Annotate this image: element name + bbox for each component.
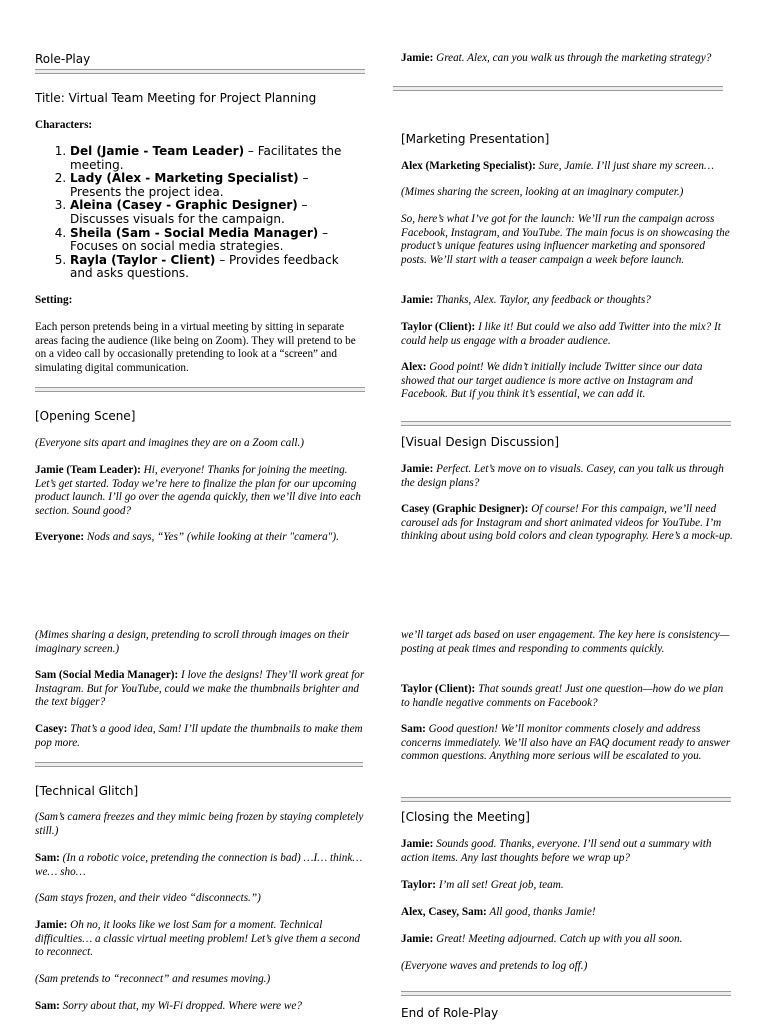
- characters-heading: Characters:: [35, 119, 93, 131]
- divider: [393, 86, 723, 91]
- dialogue-line: Jamie: Great. Alex, can you walk us through the marketing strategy?: [401, 52, 712, 64]
- stage-direction: (Sam stays frozen, and their video “disconnects.”): [35, 892, 261, 904]
- section-heading-visual: [Visual Design Discussion]: [401, 435, 560, 449]
- divider: [401, 797, 731, 802]
- setting-heading: Setting:: [35, 294, 73, 306]
- section-heading-glitch: [Technical Glitch]: [35, 784, 139, 798]
- dialogue-line: we’ll target ads based on user engagement. The key here is consistency—posting at peak times and responding to comments quickly.: [401, 629, 730, 655]
- page-title: Title: Virtual Team Meeting for Project Planning: [35, 91, 317, 105]
- dialogue-line: Jamie (Team Leader): Hi, everyone! Thanks for joining the meeting. Let’s get started. Today we’re here to finalize the plan for our upcoming product launch. I’ll go over the agenda quickly, then we’ll dive into each section. Sound good?: [35, 464, 361, 517]
- divider: [35, 762, 363, 767]
- dialogue-line: Sam: (In a robotic voice, pretending the connection is bad) …I… think… we… sho…: [35, 852, 363, 878]
- dialogue-line: Jamie: Perfect. Let’s move on to visuals. Casey, can you talk us through the design plans?: [401, 463, 724, 489]
- dialogue-line: Sam (Social Media Manager): I love the designs! They’ll work great for Instagram. But for YouTube, could we make the thumbnails brighter and the text bigger?: [35, 669, 365, 709]
- dialogue-line: Taylor (Client): I like it! But could we also add Twitter into the mix? It could help us engage with a broader audience.: [401, 321, 721, 347]
- dialogue-line: Casey (Graphic Designer): Of course! For this campaign, we’ll need carousel ads for Instagram and short animated videos for YouTube. I’m thinking about using bold colors and clean typography. Here’s a mock-up.: [401, 503, 733, 543]
- dialogue-line: Everyone: Nods and says, “Yes” (while looking at their "camera").: [35, 531, 339, 543]
- divider: [401, 421, 731, 426]
- doc-type-label: Role-Play: [35, 52, 91, 66]
- dialogue-line: Taylor (Client): That sounds great! Just one question—how do we plan to handle negative comments on Facebook?: [401, 683, 724, 709]
- characters-list: [35, 145, 363, 281]
- stage-direction: (Everyone waves and pretends to log off.): [401, 960, 588, 972]
- section-heading-marketing: [Marketing Presentation]: [401, 132, 550, 146]
- dialogue-line: Jamie: Great! Meeting adjourned. Catch up with you all soon.: [401, 933, 683, 945]
- list-item: 1. Del (Jamie - Team Leader) – Facilitates the meeting.: [70, 145, 363, 172]
- list-item: 3. Aleina (Casey - Graphic Designer) – Discusses visuals for the campaign.: [70, 199, 363, 226]
- end-heading: End of Role-Play: [401, 1006, 499, 1020]
- dialogue-line: Casey: That’s a good idea, Sam! I’ll update the thumbnails to make them pop more.: [35, 723, 363, 749]
- section-heading-closing: [Closing the Meeting]: [401, 810, 530, 824]
- section-heading-opening: [Opening Scene]: [35, 409, 136, 423]
- setting-text: Each person pretends being in a virtual meeting by sitting in separate areas facing the audience (like being on Zoom). They will pretend to be on a video call by occasionally pretending to look at a “screen” and simulating digital communication.: [35, 321, 356, 374]
- stage-direction: (Everyone sits apart and imagines they are on a Zoom call.): [35, 437, 304, 449]
- dialogue-line: Alex, Casey, Sam: All good, thanks Jamie!: [401, 906, 596, 918]
- dialogue-line: Jamie: Sounds good. Thanks, everyone. I’ll send out a summary with action items. Any last thoughts before we wrap up?: [401, 838, 712, 864]
- stage-direction: (Sam pretends to “reconnect” and resumes moving.): [35, 973, 271, 985]
- dialogue-line: Jamie: Thanks, Alex. Taylor, any feedback or thoughts?: [401, 294, 651, 306]
- stage-direction: (Mimes sharing the screen, looking at an imaginary computer.): [401, 186, 684, 198]
- dialogue-line: Alex (Marketing Specialist): Sure, Jamie. I’ll just share my screen…: [401, 160, 714, 172]
- divider: [35, 387, 365, 392]
- stage-direction: (Mimes sharing a design, pretending to scroll through images on their imaginary screen.): [35, 629, 350, 655]
- dialogue-line: Jamie: Oh no, it looks like we lost Sam for a moment. Technical difficulties… a classic virtual meeting problem! Let’s give them a second to reconnect.: [35, 919, 361, 959]
- list-item: 5. Rayla (Taylor - Client) – Provides feedback and asks questions.: [70, 254, 363, 281]
- dialogue-line: Alex: Good point! We didn’t initially include Twitter since our data showed that our target audience is more active on Instagram and Facebook. But if you think it’s essential, we can add it.: [401, 361, 703, 401]
- stage-direction: (Sam’s camera freezes and they mimic being frozen by staying completely still.): [35, 811, 364, 837]
- dialogue-line: So, here’s what I’ve got for the launch: We’ll run the campaign across Facebook, Instagram, and YouTube. The main focus is on showcasing the product’s unique features using influencer marketing and sponsored posts. We’ll start with a teaser campaign a week before launch.: [401, 213, 730, 266]
- dialogue-line: Taylor: I’m all set! Great job, team.: [401, 879, 564, 891]
- dialogue-line: Sam: Sorry about that, my Wi-Fi dropped. Where were we?: [35, 1000, 302, 1012]
- divider: [401, 991, 731, 996]
- divider: [35, 69, 365, 74]
- dialogue-line: Sam: Good question! We’ll monitor comments closely and address concerns immediately. We’ll also have an FAQ document ready to answer common questions. Anything more serious will be escalated to you.: [401, 723, 731, 763]
- list-item: 2. Lady (Alex - Marketing Specialist) – Presents the project idea.: [70, 172, 363, 199]
- list-item: 4. Sheila (Sam - Social Media Manager) – Focuses on social media strategies.: [70, 227, 363, 254]
